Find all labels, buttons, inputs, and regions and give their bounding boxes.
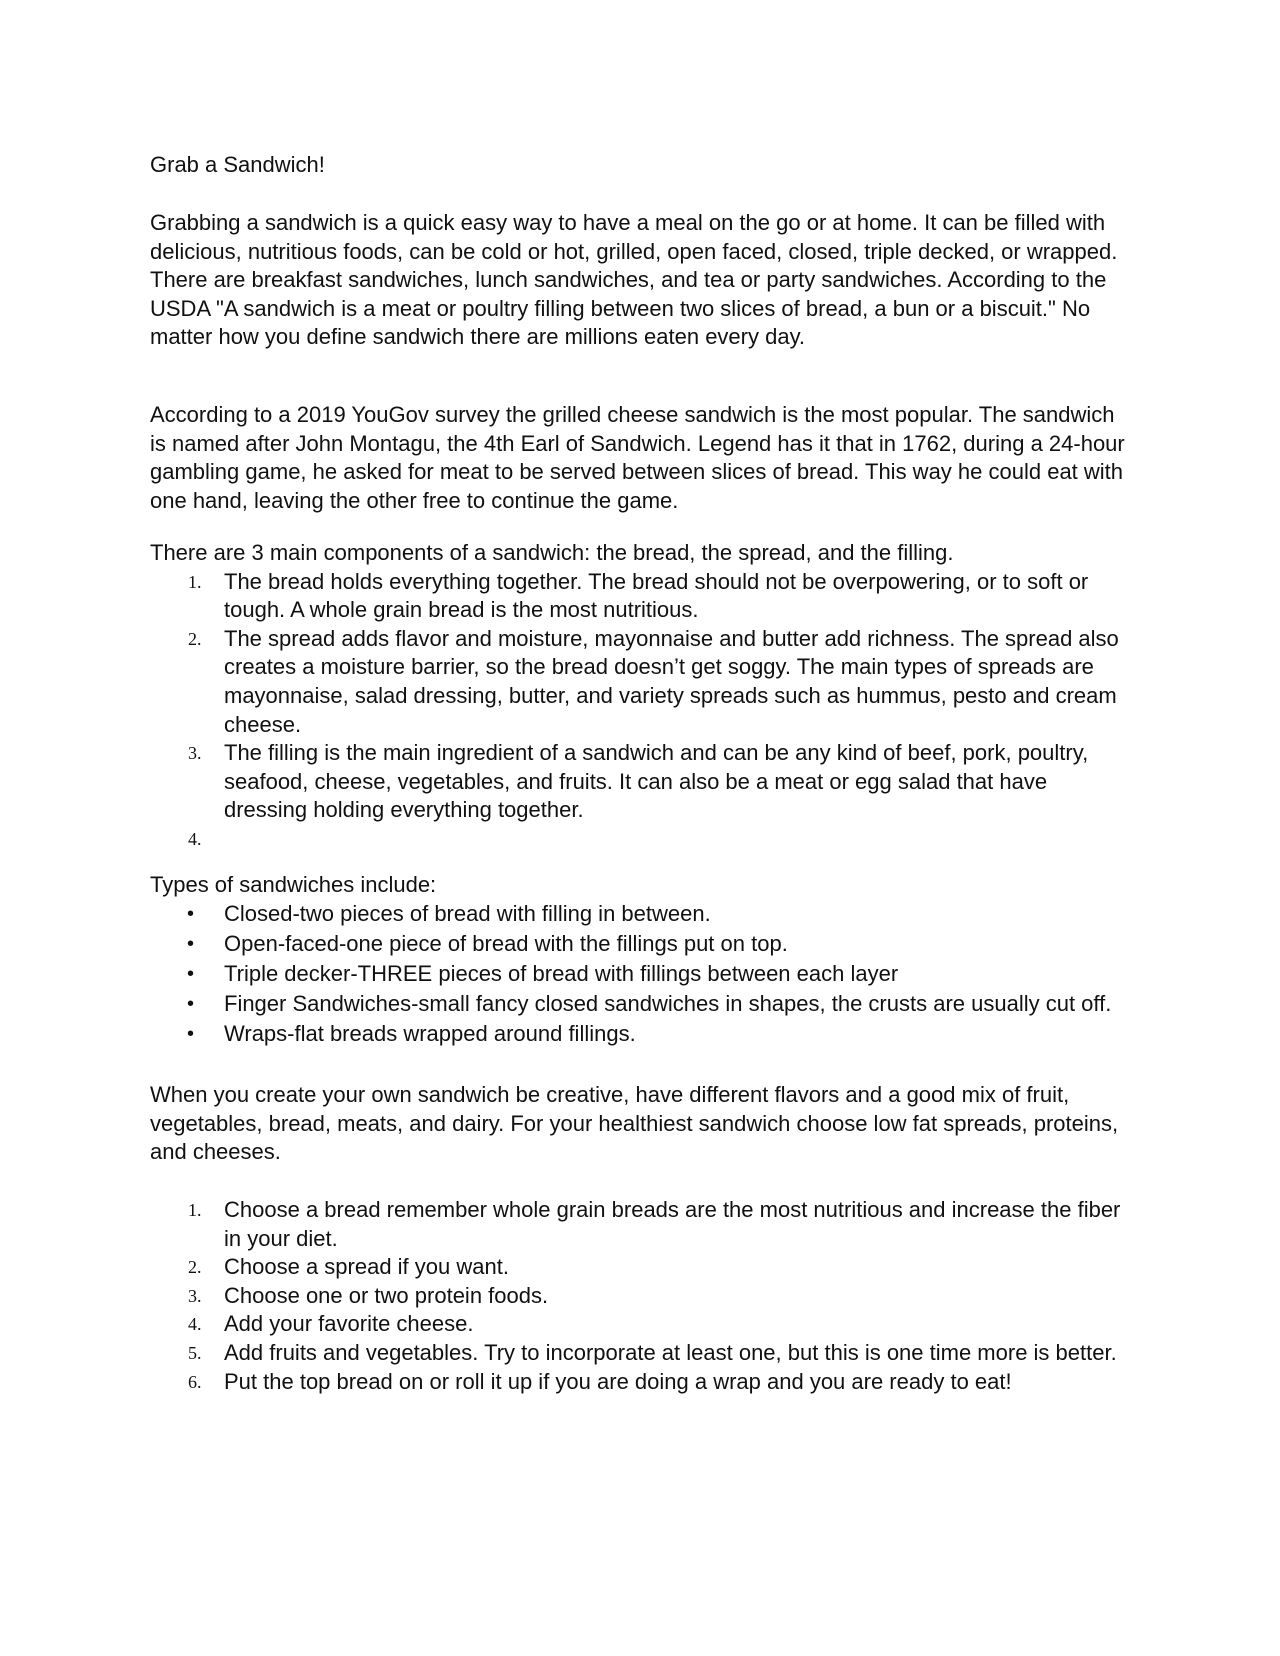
list-item-text: Triple decker-THREE pieces of bread with fillings between each layer — [224, 960, 899, 986]
list-item-text: Open-faced-one piece of bread with the fillings put on top. — [224, 930, 788, 956]
bullet-icon: • — [187, 932, 195, 955]
list-item — [150, 1020, 1130, 1049]
list-item — [150, 568, 1130, 625]
list-item-text: Finger Sandwiches-small fancy closed sandwiches in shapes, the crusts are usually cut off. — [224, 991, 1112, 1017]
document-title: Grab a Sandwich! — [150, 152, 325, 177]
bullet-icon: • — [187, 902, 195, 925]
list-item-text: The filling is the main ingredient of a sandwich and can be any kind of beef, pork, poultry, seafood, cheese, vegetables, and fruits. It can also be a meat or egg salad that have dressing holding everything together. — [224, 740, 1089, 823]
list-item — [150, 1339, 1130, 1368]
list-item-text: Choose a spread if you want. — [224, 1254, 509, 1280]
list-number: 1. — [188, 1200, 202, 1220]
list-item — [150, 825, 1130, 854]
list-number: 2. — [188, 1257, 202, 1278]
list-number: 4. — [188, 1314, 202, 1335]
intro-paragraph: Grabbing a sandwich is a quick easy way to have a meal on the go or at home. It can be filled with delicious, nutritious foods, can be cold or hot, grilled, open faced, closed, triple decked, or wrapped. There are breakfast sandwiches, lunch sandwiches, and tea or party sandwiches. According to the USDA "A sandwich is a meat or poultry filling between two slices of bread, a bun or a biscuit." No matter how you define sandwich there are millions eaten every day. — [150, 210, 1118, 350]
list-number: 2. — [188, 628, 202, 649]
list-item-text: Choose one or two protein foods. — [224, 1282, 549, 1308]
list-item-text: The spread adds flavor and moisture, mayonnaise and butter add richness. The spread also creates a moisture barrier, so the bread doesn’t get soggy. The main types of spreads are mayonnaise, salad dressing, butter, and variety spreads such as hummus, pesto and cream cheese. — [224, 625, 1119, 737]
list-number: 3. — [188, 743, 202, 764]
types-intro: Types of sandwiches include: — [150, 872, 437, 897]
list-item-text: Add fruits and vegetables. Try to incorporate at least one, but this is one time more is better. — [224, 1339, 1117, 1365]
components-intro: There are 3 main components of a sandwich: the bread, the spread, and the filling. — [150, 540, 954, 565]
list-number: 5. — [188, 1342, 202, 1363]
components-section — [150, 539, 1130, 854]
list-item — [150, 625, 1130, 739]
list-item-text: Wraps-flat breads wrapped around fillings. — [224, 1021, 636, 1047]
list-item — [150, 930, 1130, 959]
list-item — [150, 1310, 1130, 1339]
components-list — [150, 568, 1130, 854]
list-item — [150, 1196, 1130, 1253]
list-item — [150, 1282, 1130, 1311]
list-item — [150, 739, 1130, 825]
list-item-text: Closed-two pieces of bread with filling in between. — [224, 900, 711, 926]
create-paragraph: When you create your own sandwich be creative, have different flavors and a good mix of fruit, vegetables, bread, meats, and dairy. For your healthiest sandwich choose low fat spreads, proteins, and cheeses. — [150, 1082, 1119, 1165]
list-item-text: Choose a bread remember whole grain breads are the most nutritious and increase the fiber in your diet. — [224, 1197, 1121, 1251]
list-item — [150, 900, 1130, 929]
steps-section — [150, 1196, 1130, 1396]
list-item — [150, 1368, 1130, 1397]
list-item-text: The bread holds everything together. The bread should not be overpowering, or to soft or tough. A whole grain bread is the most nutritious. — [224, 568, 1089, 623]
bullet-icon: • — [187, 1023, 195, 1046]
types-list — [150, 900, 1130, 1049]
list-item — [150, 1253, 1130, 1282]
list-number: 4. — [188, 828, 202, 849]
list-number: 3. — [188, 1285, 202, 1306]
list-item — [150, 960, 1130, 989]
list-number: 1. — [188, 571, 202, 592]
bullet-icon: • — [187, 962, 195, 985]
list-item — [150, 990, 1130, 1019]
list-item-text: Add your favorite cheese. — [224, 1311, 474, 1337]
history-paragraph: According to a 2019 YouGov survey the grilled cheese sandwich is the most popular. The sandwich is named after John Montagu, the 4th Earl of Sandwich. Legend has it that in 1762, during a 24-hour gambling game, he asked for meat to be served between slices of bread. This way he could eat with one hand, leaving the other free to continue the game. — [150, 402, 1125, 513]
list-number: 6. — [188, 1371, 202, 1392]
steps-list — [150, 1196, 1130, 1396]
bullet-icon: • — [187, 993, 195, 1016]
types-section — [150, 871, 1130, 1051]
list-item-text: Put the top bread on or roll it up if you are doing a wrap and you are ready to eat! — [224, 1368, 1012, 1394]
